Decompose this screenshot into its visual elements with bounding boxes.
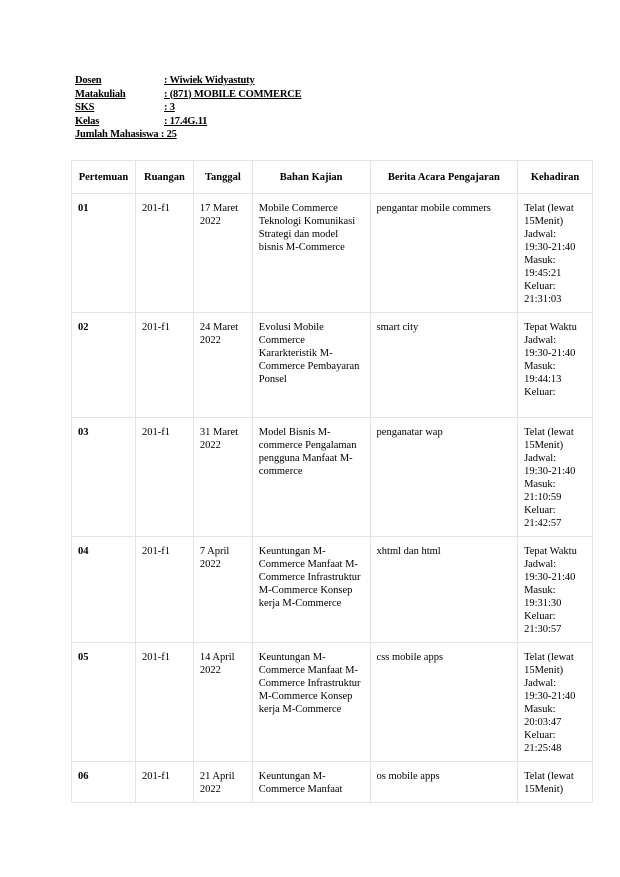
cell-ruangan: 201-f1	[135, 418, 193, 537]
header-tanggal: Tanggal	[193, 161, 252, 194]
cell-bahan-kajian: Keuntungan M-Commerce Manfaat M-Commerce Infrastruktur M-Commerce Konsep kerja M-Commerce	[252, 643, 370, 762]
cell-ruangan: 201-f1	[135, 762, 193, 803]
cell-bahan-kajian: Keuntungan M-Commerce Manfaat M-Commerce Infrastruktur M-Commerce Konsep kerja M-Commerce	[252, 537, 370, 643]
cell-ruangan: 201-f1	[135, 537, 193, 643]
sks-row	[75, 101, 301, 115]
sks-value: : 3	[164, 102, 175, 113]
kelas-label: Kelas	[75, 115, 100, 127]
cell-pertemuan: 01	[72, 194, 136, 313]
cell-ruangan: 201-f1	[135, 313, 193, 418]
cell-bahan-kajian: Evolusi Mobile Commerce Kararkteristik M-Commerce Pembayaran Ponsel	[252, 313, 370, 418]
matakuliah-row	[75, 88, 301, 102]
table-row	[72, 194, 593, 313]
header-bahan-kajian: Bahan Kajian	[252, 161, 370, 194]
table-row	[72, 418, 593, 537]
cell-tanggal: 17 Maret 2022	[193, 194, 252, 313]
matakuliah-label: Matakuliah	[75, 88, 126, 100]
cell-bahan-kajian: Mobile Commerce Teknologi Komunikasi Strategi dan model bisnis M-Commerce	[252, 194, 370, 313]
dosen-label: Dosen	[75, 75, 102, 86]
cell-kehadiran: Tepat Waktu Jadwal: 19:30-21:40 Masuk: 19:44:13 Keluar:	[518, 313, 593, 418]
cell-pertemuan: 05	[72, 643, 136, 762]
cell-kehadiran: Tepat Waktu Jadwal: 19:30-21:40 Masuk: 19:31:30 Keluar: 21:30:57	[518, 537, 593, 643]
cell-berita-acara: smart city	[370, 313, 518, 418]
cell-ruangan: 201-f1	[135, 643, 193, 762]
jumlah-row	[75, 128, 301, 142]
cell-pertemuan: 06	[72, 762, 136, 803]
cell-kehadiran: Telat (lewat 15Menit)	[518, 762, 593, 803]
table-row	[72, 762, 593, 803]
table-header-row	[72, 161, 593, 194]
sks-label: SKS	[75, 102, 95, 113]
cell-kehadiran: Telat (lewat 15Menit) Jadwal: 19:30-21:40 Masuk: 20:03:47 Keluar: 21:25:48	[518, 643, 593, 762]
table-row	[72, 643, 593, 762]
cell-pertemuan: 04	[72, 537, 136, 643]
cell-tanggal: 24 Maret 2022	[193, 313, 252, 418]
header-berita-acara: Berita Acara Pengajaran	[370, 161, 518, 194]
cell-tanggal: 31 Maret 2022	[193, 418, 252, 537]
cell-berita-acara: os mobile apps	[370, 762, 518, 803]
jumlah-label: Jumlah Mahasiswa	[75, 129, 159, 140]
kelas-value: : 17.4G.11	[164, 115, 208, 127]
cell-tanggal: 21 April 2022	[193, 762, 252, 803]
cell-berita-acara: xhtml dan html	[370, 537, 518, 643]
cell-pertemuan: 02	[72, 313, 136, 418]
cell-bahan-kajian: Keuntungan M-Commerce Manfaat	[252, 762, 370, 803]
course-info	[75, 74, 301, 142]
kelas-row	[75, 115, 301, 129]
cell-berita-acara: css mobile apps	[370, 643, 518, 762]
cell-berita-acara: penganatar wap	[370, 418, 518, 537]
cell-tanggal: 14 April 2022	[193, 643, 252, 762]
cell-bahan-kajian: Model Bisnis M-commerce Pengalaman pengguna Manfaat M-commerce	[252, 418, 370, 537]
dosen-value: : Wiwiek Widyastuty	[164, 75, 255, 86]
header-kehadiran: Kehadiran	[518, 161, 593, 194]
cell-kehadiran: Telat (lewat 15Menit) Jadwal: 19:30-21:40 Masuk: 21:10:59 Keluar: 21:42:57	[518, 418, 593, 537]
jumlah-value: : 25	[158, 129, 177, 140]
header-pertemuan: Pertemuan	[72, 161, 136, 194]
cell-berita-acara: pengantar mobile commers	[370, 194, 518, 313]
cell-ruangan: 201-f1	[135, 194, 193, 313]
cell-kehadiran: Telat (lewat 15Menit) Jadwal: 19:30-21:40 Masuk: 19:45:21 Keluar: 21:31:03	[518, 194, 593, 313]
table-row	[72, 537, 593, 643]
table-row	[72, 313, 593, 418]
cell-pertemuan: 03	[72, 418, 136, 537]
cell-tanggal: 7 April 2022	[193, 537, 252, 643]
schedule-table	[71, 160, 593, 803]
header-ruangan: Ruangan	[135, 161, 193, 194]
dosen-row	[75, 74, 301, 88]
matakuliah-value: : (871) MOBILE COMMERCE	[164, 88, 302, 100]
